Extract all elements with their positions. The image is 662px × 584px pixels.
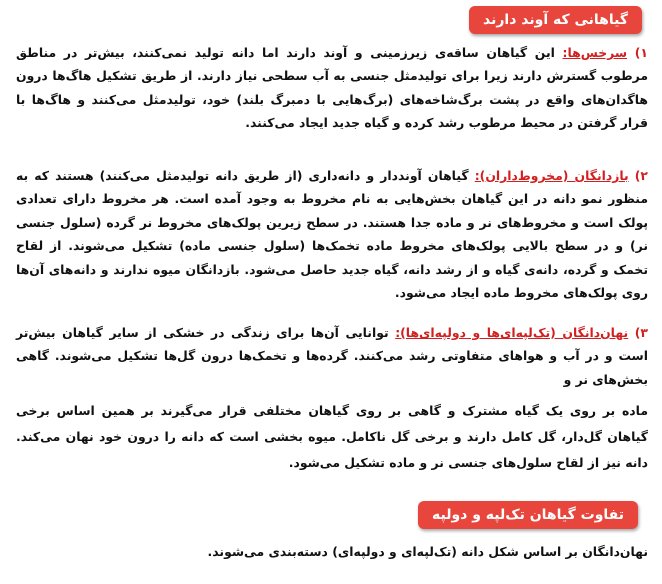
term-angiosperms: نهان‌دانگان (تک‌لپه‌ای‌ها و دولپه‌ای‌ها): [395, 325, 629, 340]
paragraph-ferns [16, 41, 648, 135]
paragraph-monocot-dicot: نهان‌دانگان بر اساس شکل دانه (تک‌لپه‌ای و دولپه‌ای) دسته‌بندی می‌شوند. [207, 544, 648, 559]
paragraph-angiosperms [16, 321, 648, 391]
term-ferns: سرخس‌ها: [562, 45, 628, 60]
item-number: ۲) [634, 168, 648, 183]
paragraph-text: این گیاهان ساقه‌ی زیرزمینی و آوند دارند اما دانه تولید نمی‌کنند، بیش‌تر در مناطق مرطوب گسترش دارند زیرا برای تولیدمثل جنسی به آب سطحی نیاز دارند. از طریق تشکیل هاگ‌ها درون هاگدان‌های واقع در پشت برگ‌شاخه‌های (برگ‌هایی با دمبرگ بلند) خود، تولیدمثل می‌کنند و هاگ‌ها با قرار گرفتن در محیط مرطوب رشد کرده و گیاه جدید ایجاد می‌کنند. [16, 45, 648, 131]
paragraph-angiosperms-continued: ماده بر روی یک گیاه مشترک و گاهی بر روی گیاهان مختلفی قرار می‌گیرند بر همین اساس برخی گیاهان گل‌دار، گل کامل دارند و برخی گل ناکامل. میوه بخشی است که دانه را درون خود نهان می‌کند. دانه نیز از لقاح سلول‌های جنسی نر و ماده تشکیل می‌شود. [16, 403, 648, 470]
section-heading-monocot-dicot: تفاوت گیاهان تک‌لپه و دولپه [418, 501, 638, 529]
paragraph-gymnosperms [16, 164, 648, 304]
paragraph-text: توانایی آن‌ها برای زندگی در خشکی از سایر گیاهان بیش‌تر است و در آب و هواهای متفاوتی رشد می‌کنند. گرده‌ها و تخمک‌ها درون گل‌ها تشکیل می‌شوند. گاهی بخش‌های نر و [16, 325, 648, 387]
paragraph-text: گیاهان آونددار و دانه‌داری (از طریق دانه تولیدمثل می‌کنند) هستند که به منظور نمو دانه در این گیاهان بخش‌هایی به نام مخروط به وجود آمده است. هر مخروط دارای تعدادی پولک است و مخروط‌های نر و ماده جدا هستند. در سطح زیرین پولک‌های مخروط نر گرده (سلول جنسی نر) و در سطح بالایی پولک‌های مخروط ماده تخمک‌ها (سلول جنسی ماده) تشکیل می‌شوند. از لقاح تخمک و گرده، دانه‌ی گیاه و از رشد دانه، گیاه جدید حاصل می‌شود. بازدانگان میوه ندارند و دانه‌های آن‌ها روی پولک‌های مخروط ماده ایجاد می‌شود. [16, 168, 648, 301]
section-heading-vascular-plants: گیاهانی که آوند دارند [469, 6, 642, 34]
term-gymnosperms: بازدانگان (مخروط‌داران): [474, 168, 629, 183]
item-number: ۳) [634, 325, 648, 340]
item-number: ۱) [634, 45, 648, 60]
